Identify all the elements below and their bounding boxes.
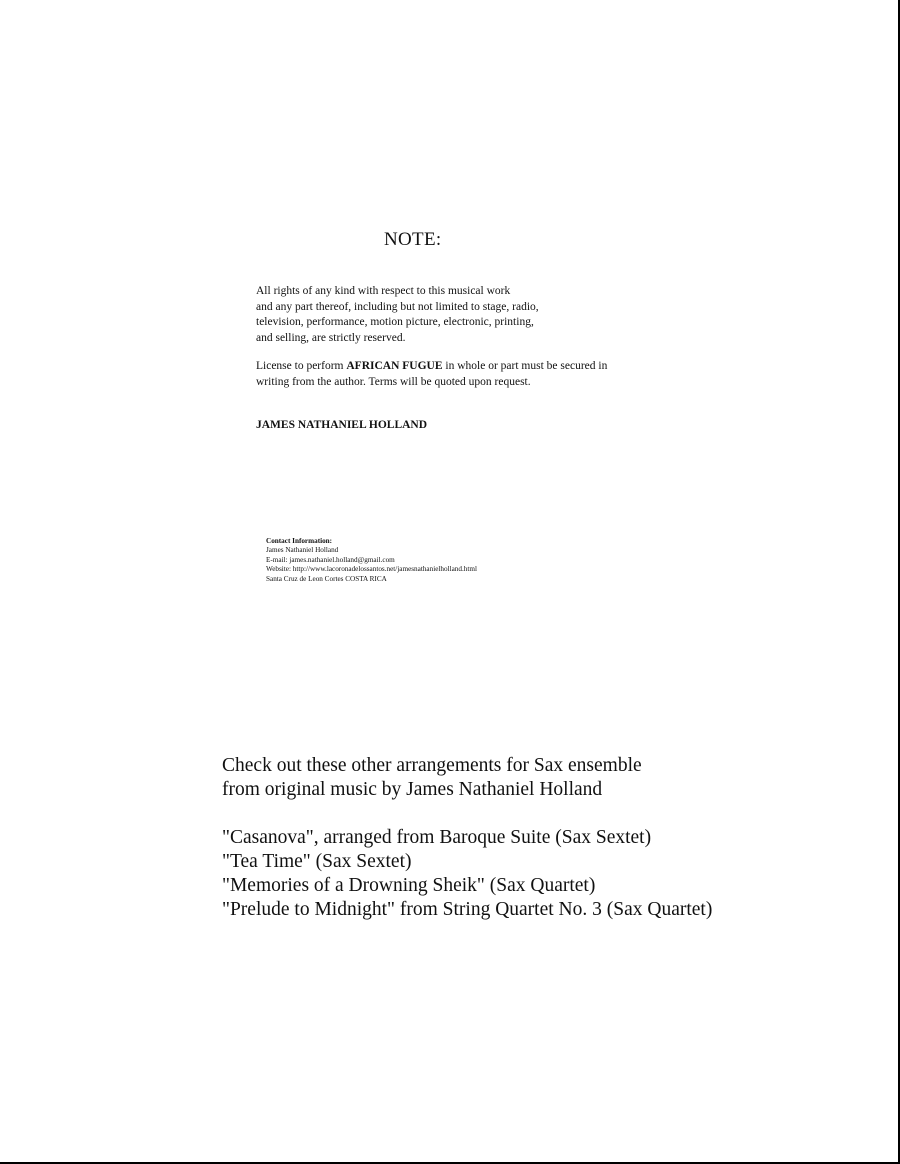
note-title: NOTE: [384,229,442,250]
contact-heading: Contact Information: [266,537,333,545]
arrangement-item: "Prelude to Midnight" from String Quartet No. 3 (Sax Quartet) [222,899,713,920]
contact-location: Santa Cruz de Leon Cortes COSTA RICA [266,574,387,583]
arrangement-item: "Memories of a Drowning Sheik" (Sax Quartet) [222,875,596,896]
license-line-2: writing from the author. Terms will be quoted upon request. [256,375,531,388]
rights-line: All rights of any kind with respect to this musical work [256,285,511,297]
arrangements-intro-line-2: from original music by James Nathaniel Holland [222,779,603,800]
other-arrangements [222,754,822,922]
rights-line: television, performance, motion picture, electronic, printing, [256,316,534,328]
arrangement-item: "Casanova", arranged from Baroque Suite (Sax Sextet) [222,827,652,848]
contact-name: James Nathaniel Holland [266,546,339,555]
spacer [222,802,822,826]
contact-email: E-mail: james.nathaniel.holland@gmail.com [266,555,395,564]
arrangement-item: "Tea Time" (Sax Sextet) [222,851,412,872]
contact-information [266,537,586,584]
work-title: AFRICAN FUGUE [346,360,443,372]
license-notice [256,359,686,390]
license-line-1 [256,359,686,375]
rights-line: and any part thereof, including but not limited to stage, radio, [256,300,539,313]
license-suffix: in whole or part must be secured in [442,360,608,372]
rights-notice [256,284,676,346]
author-name: JAMES NATHANIEL HOLLAND [256,419,428,431]
arrangements-intro-line-1: Check out these other arrangements for Sax ensemble [222,755,642,776]
license-prefix: License to perform [256,360,347,372]
contact-website: Website: http://www.lacoronadelossantos.net/jamesnathanielholland.html [266,565,477,574]
rights-line: and selling, are strictly reserved. [256,331,406,344]
